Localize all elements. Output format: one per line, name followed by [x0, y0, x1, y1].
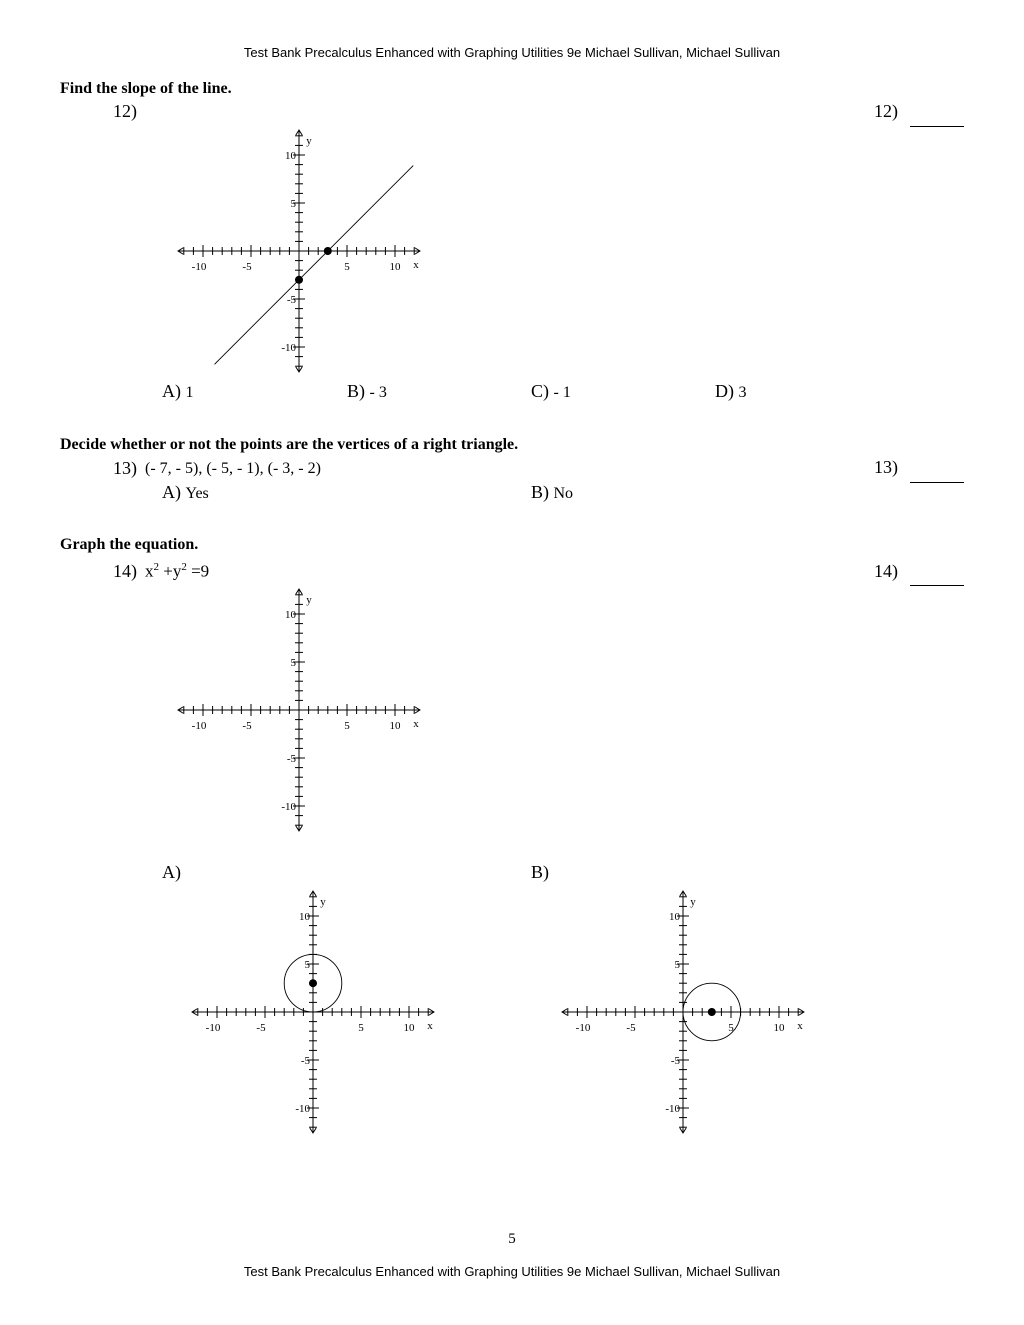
q12-choice-c-letter: C)	[531, 381, 549, 401]
graph-point	[295, 276, 303, 284]
x-axis-label: x	[413, 259, 419, 271]
y-axis-label: y	[320, 896, 326, 909]
q14-choice-b[interactable]	[531, 862, 549, 883]
y-tick-label: 10	[285, 150, 296, 162]
q13-choice-a-text: Yes	[185, 485, 209, 502]
q12-choice-b-letter: B)	[347, 381, 365, 401]
q12-right-number: 12)	[874, 101, 898, 121]
q12-choice-d-letter: D)	[715, 381, 734, 401]
y-tick-label: -5	[300, 1055, 310, 1067]
x-axis-label: x	[797, 1020, 803, 1032]
y-tick-label: -5	[286, 753, 296, 765]
x-tick-label: -5	[242, 261, 252, 273]
q13-choice-a-letter: A)	[162, 482, 181, 502]
y-tick-label: -10	[281, 801, 296, 813]
x-tick-label: 10	[773, 1022, 785, 1034]
q14-eq-exp1: 2	[153, 561, 159, 573]
q12-choice-c-text: - 1	[553, 384, 571, 401]
q13-right-number: 13)	[874, 457, 898, 477]
q12-choice-a-text: 1	[185, 384, 194, 401]
q13-choice-b[interactable]	[531, 482, 573, 503]
circle-center-point	[309, 979, 317, 987]
x-axis-label: x	[427, 1020, 433, 1032]
x-tick-label: -10	[575, 1022, 591, 1034]
q14-eq-mid: +y	[159, 561, 182, 581]
x-tick-label: 5	[728, 1022, 734, 1034]
y-tick-label: -10	[295, 1103, 310, 1115]
y-tick-label: 10	[669, 911, 680, 923]
q14-eq-exp2: 2	[181, 561, 187, 573]
q14-choice-a[interactable]	[162, 862, 181, 883]
q12-choice-a[interactable]	[162, 381, 194, 402]
graph-point	[324, 247, 332, 255]
x-tick-label: -10	[191, 261, 207, 273]
y-tick-label: 5	[674, 959, 680, 971]
x-tick-label: -10	[191, 720, 207, 732]
y-tick-label: 10	[299, 911, 310, 923]
x-tick-label: -5	[626, 1022, 636, 1034]
page-header: Test Bank Precalculus Enhanced with Graphing Utilities 9e Michael Sullivan, Michael Sullivan	[243, 45, 781, 60]
q14-instruction: Graph the equation.	[60, 536, 199, 553]
q14-answer-blank[interactable]	[910, 585, 964, 586]
y-tick-label: 10	[285, 609, 296, 621]
q12-answer-blank[interactable]	[910, 126, 964, 127]
y-tick-label: 5	[290, 198, 296, 210]
q13-number: 13)	[113, 458, 137, 478]
q12-choice-b-text: - 3	[369, 384, 387, 401]
q13-answer-blank[interactable]	[910, 482, 964, 483]
y-axis-label: y	[306, 135, 312, 148]
q13-choice-b-text: No	[553, 485, 574, 502]
x-tick-label: 10	[389, 261, 401, 273]
y-tick-label: 5	[304, 959, 310, 971]
q12-number: 12)	[113, 101, 137, 121]
page-footer: Test Bank Precalculus Enhanced with Graphing Utilities 9e Michael Sullivan, Michael Sullivan	[243, 1264, 781, 1279]
x-tick-label: -5	[242, 720, 252, 732]
y-tick-label: -5	[286, 294, 296, 306]
x-tick-label: 10	[389, 720, 401, 732]
q12-choice-d[interactable]	[715, 381, 747, 402]
page-number: 5	[508, 1231, 516, 1247]
q13-choice-b-letter: B)	[531, 482, 549, 502]
x-axis-label: x	[413, 718, 419, 730]
q14-eq-x: x	[145, 561, 154, 581]
q14-number: 14)	[113, 561, 137, 581]
q12-choice-c[interactable]	[531, 381, 571, 402]
q13-instruction: Decide whether or not the points are the vertices of a right triangle.	[60, 436, 519, 453]
y-tick-label: -5	[670, 1055, 680, 1067]
y-tick-label: -10	[665, 1103, 680, 1115]
q13-points: (- 7, - 5), (- 5, - 1), (- 3, - 2)	[145, 460, 321, 477]
q14-choice-b-letter: B)	[531, 862, 549, 882]
q14-choice-a-letter: A)	[162, 862, 181, 882]
q12-choice-a-letter: A)	[162, 381, 181, 401]
q14-right-number: 14)	[874, 561, 898, 581]
q14-equation	[145, 561, 209, 582]
x-tick-label: 5	[344, 261, 350, 273]
q14-eq-end: =9	[186, 561, 210, 581]
y-tick-label: -10	[281, 342, 296, 354]
q12-instruction: Find the slope of the line.	[60, 80, 232, 97]
x-tick-label: -10	[205, 1022, 221, 1034]
q12-choice-d-text: 3	[738, 384, 747, 401]
x-tick-label: 10	[403, 1022, 415, 1034]
circle-center-point	[708, 1008, 716, 1016]
x-tick-label: -5	[256, 1022, 266, 1034]
y-axis-label: y	[306, 594, 312, 607]
x-tick-label: 5	[358, 1022, 364, 1034]
q12-choice-b[interactable]	[347, 381, 387, 402]
x-tick-label: 5	[344, 720, 350, 732]
y-tick-label: 5	[290, 657, 296, 669]
y-axis-label: y	[690, 896, 696, 909]
q13-choice-a[interactable]	[162, 482, 209, 503]
